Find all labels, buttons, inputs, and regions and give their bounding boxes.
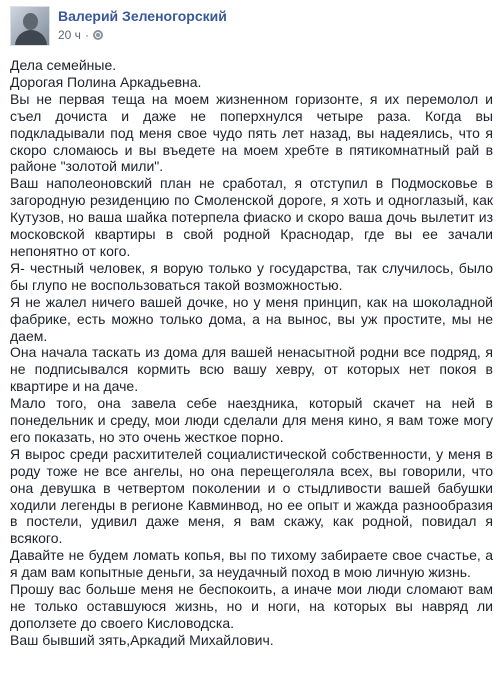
globe-icon[interactable] bbox=[93, 30, 103, 40]
post-meta bbox=[58, 6, 227, 43]
post-paragraph: Она начала таскать из дома для вашей ненасытной родни все подряд, я не подписывался кормить всю вашу хевру, от которых нет покоя в квартире и на даче. bbox=[10, 344, 493, 395]
post-paragraph: Я- честный человек, я ворую только у государства, так случилось, было бы глупо не воспользоваться такой возможностью. bbox=[10, 259, 493, 293]
post-paragraph: Мало того, она завела себе наездника, который скачет на ней в понедельник и среду, мои люди сделали для меня кино, я вам тоже могу его показать, но это очень жесткое порно. bbox=[10, 395, 493, 445]
post-paragraph: Я вырос среди расхитителей социалистической собственности, у меня в роду тоже не все ангелы, но она перещеголяла всех, вы говорили, что она девушка в четвертом поколении и о стыдливости вашей бабушки ходили легенды в регионе Кавминвод, но ее опыт и жажда разнообразия в постели, удивил даже меня, я вам скажу, как родной, повидал я всякого. bbox=[10, 445, 493, 547]
post-paragraph: Дела семейные. bbox=[10, 57, 117, 73]
avatar-head-shape bbox=[23, 13, 38, 30]
post-subline bbox=[58, 27, 227, 43]
author-name-link[interactable]: Валерий Зеленогорский bbox=[58, 8, 227, 24]
post-body bbox=[10, 57, 493, 649]
post-paragraph: Дорогая Полина Аркадьевна. bbox=[10, 73, 202, 90]
post-paragraph: Ваш бывший зять,Аркадий Михайлович. bbox=[10, 631, 274, 648]
post-paragraph: Прошу вас больше меня не беспокоить, а иначе мои люди сломают вам не только оставшуюся жизнь, но и ноги, на которых вы навряд ли доползете до своего Кисловодска. bbox=[10, 581, 493, 631]
post-header bbox=[10, 6, 493, 48]
post-paragraph: Давайте не будем ломать копья, вы по тихому забираете свое счастье, а я дам вам копытные деньги, за неудачный поход в мою личную жизнь. bbox=[10, 547, 493, 581]
post-timestamp[interactable]: 20 ч bbox=[58, 28, 81, 42]
separator-dot: · bbox=[84, 28, 89, 42]
author-avatar[interactable] bbox=[10, 6, 50, 46]
post-paragraph: Я не жалел ничего вашей дочке, но у меня принцип, как на шоколадной фабрике, есть можно только дома, а на вынос, вы уж простите, мы не даем. bbox=[10, 293, 493, 344]
post-paragraph: Вы не первая теща на моем жизненном горизонте, я их перемолол и съел дочиста и даже не поперхнулся четыре раза. Когда вы подкладывали под меня свое чудо пять лет назад, вы надеялись, что я скоро сломаюсь и вы въедете на моем хребте в пятикомнатный рай в районе "золотой мили". bbox=[10, 90, 493, 175]
avatar-shoulders-shape bbox=[15, 30, 47, 46]
post-paragraph: Ваш наполеоновский план не сработал, я отступил в Подмосковье в загородную резиденцию по Смоленской дороге, я хоть и одноглазый, как Кутузов, но ваша шайка потерпела фиаско и скоро ваша дочь вылетит из московской квартиры в свой родной Краснодар, где вы ее зачали непонятно от кого. bbox=[10, 175, 493, 259]
